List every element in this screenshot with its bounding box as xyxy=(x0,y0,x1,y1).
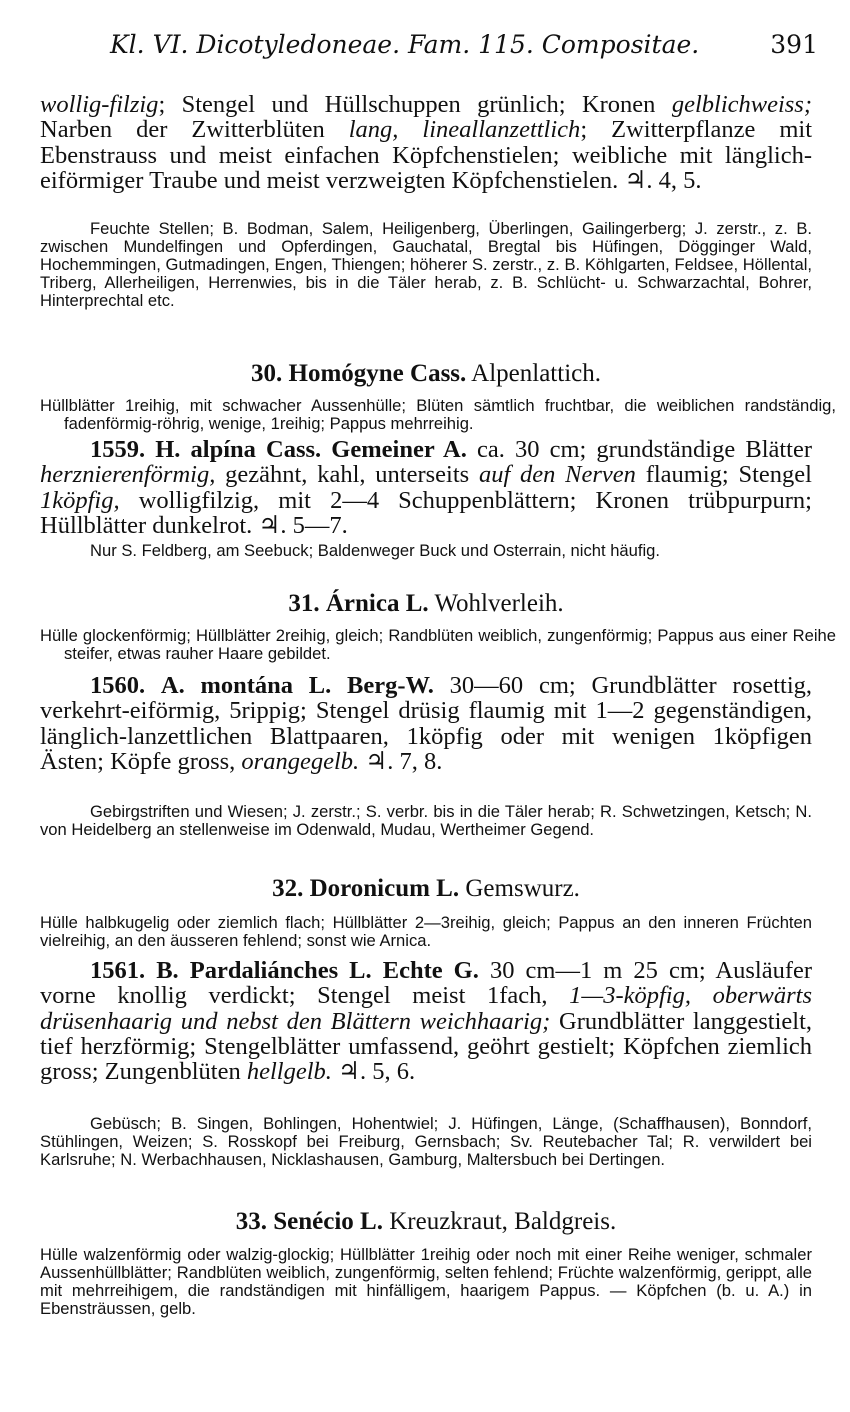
species-1559: 1559. H. alpína Cass. Gemeiner A. ca. 30 cm; grundständige Blätter herznierenförmig, gezähnt, kahl, unterseits auf den Nerven flaumig; Stengel 1köpfig, wolligfilzig, mit 2—4 Schuppenblättern; Kronen trübpurpurn; Hüllblätter dunkelrot. ♃. 5—7. xyxy=(40,436,813,539)
genus-description: Hülle walzenförmig oder walzig-glockig; Hüllblätter 1reihig oder noch mit einer Reihe weniger, schmaler Aussenhüllblätter; Randblüten weiblich, zungenförmig, selten fehlend; Früchte walzenförmig, gerippt, alle mit mehrreihigem, die randständigen mit hinfälligem, haarigem Pappus. — Köpfchen (b. u. A.) in Ebensträussen, gelb. xyxy=(40,1245,812,1318)
page-number: 391 xyxy=(770,30,818,59)
locality-paragraph: Gebüsch; B. Singen, Bohlingen, Hohentwiel; J. Hüfingen, Länge, (Schaffhausen), Bonndorf, Stühlingen, Weizen; S. Rosskopf bei Freiburg, Gernsbach; Sv. Reutebacher Tal; R. verwildert bei Karlsruhe; N. Werbachhausen, Nicklashausen, Gamburg, Maltersbuch bei Dertingen. xyxy=(40,1114,812,1169)
genus-heading-homogyne: 30. Homógyne Cass. Alpenlattich. xyxy=(251,360,601,387)
genus-description: Hüllblätter 1reihig, mit schwacher Aussenhülle; Blüten sämtlich fruchtbar, die weiblichen randständig, fadenförmig-röhrig, wenige, 1reihig; Pappus mehrreihig. xyxy=(40,396,836,433)
genus-description: Hülle halbkugelig oder ziemlich flach; Hüllblätter 2—3reihig, gleich; Pappus an den inneren Früchten vielreihig, an den äusseren fehlend; sonst wie Arnica. xyxy=(40,913,812,950)
locality-paragraph: Gebirgstriften und Wiesen; J. zerstr.; S. verbr. bis in die Täler herab; R. Schwetzingen, Ketsch; N. von Heidelberg an stellenweise im Odenwald, Mudau, Wertheimer Gegend. xyxy=(40,802,812,839)
genus-heading-arnica: 31. Árnica L. Wohlverleih. xyxy=(288,590,564,617)
genus-description: Hülle glockenförmig; Hüllblätter 2reihig, gleich; Randblüten weiblich, zungenförmig; Pappus aus einer Reihe steifer, etwas rauher Haare gebildet. xyxy=(40,626,836,663)
species-description-continued: wollig-filzig; Stengel und Hüllschuppen grünlich; Kronen gelblichweiss; Narben der Zwitterblüten lang, lineallanzettlich; Zwitterpflanze mit Ebenstrauss und meist einfachen Köpfchenstielen; weibliche mit länglich-eiförmiger Traube und meist verzweigten Köpfchenstielen. ♃. 4, 5. xyxy=(40,91,813,194)
locality-paragraph: Feuchte Stellen; B. Bodman, Salem, Heiligenberg, Überlingen, Gailingerberg; J. zerstr., z. B. zwischen Mundelfingen und Opferdingen, Gauchatal, Bregtal bis Hüfingen, Dögginger Wald, Hochemmingen, Gutmadingen, Engen, Thiengen; höherer S. zerstr., z. B. Köhlgarten, Feldsee, Höllental, Triberg, Allerheiligen, Herrenwies, bis in die Täler herab, z. B. Schlücht- u. Schwarzachtal, Bohrer, Hinterprechtal etc. xyxy=(40,219,812,310)
genus-heading-doronicum: 32. Doronicum L. Gemswurz. xyxy=(272,875,580,902)
running-title: Kl. VI. Dicotyledoneae. Fam. 115. Compositae. xyxy=(110,30,700,59)
locality-paragraph: Nur S. Feldberg, am Seebuck; Baldenweger Buck und Osterrain, nicht häufig. xyxy=(90,541,661,560)
running-header xyxy=(110,30,818,66)
species-1560: 1560. A. montána L. Berg-W. 30—60 cm; Grundblätter rosettig, verkehrt-eiförmig, 5rippig; Stengel drüsig flaumig mit 1—2 gegenständigen, länglich-lanzettlichen Blattpaaren, 1köpfig oder mit wenigen 1köpfigen Ästen; Köpfe gross, orangegelb. ♃. 7, 8. xyxy=(40,672,813,775)
species-1561: 1561. B. Pardaliánches L. Echte G. 30 cm—1 m 25 cm; Ausläufer vorne knollig verdickt; Stengel meist 1fach, 1—3-köpfig, oberwärts drüsenhaarig und nebst den Blättern weichhaarig; Grundblätter langgestielt, tief herzförmig; Stengelblätter umfassend, geöhrt gestielt; Köpfchen ziemlich gross; Zungenblüten hellgelb. ♃. 5, 6. xyxy=(40,957,813,1086)
genus-heading-senecio: 33. Senécio L. Kreuzkraut, Baldgreis. xyxy=(235,1208,617,1235)
